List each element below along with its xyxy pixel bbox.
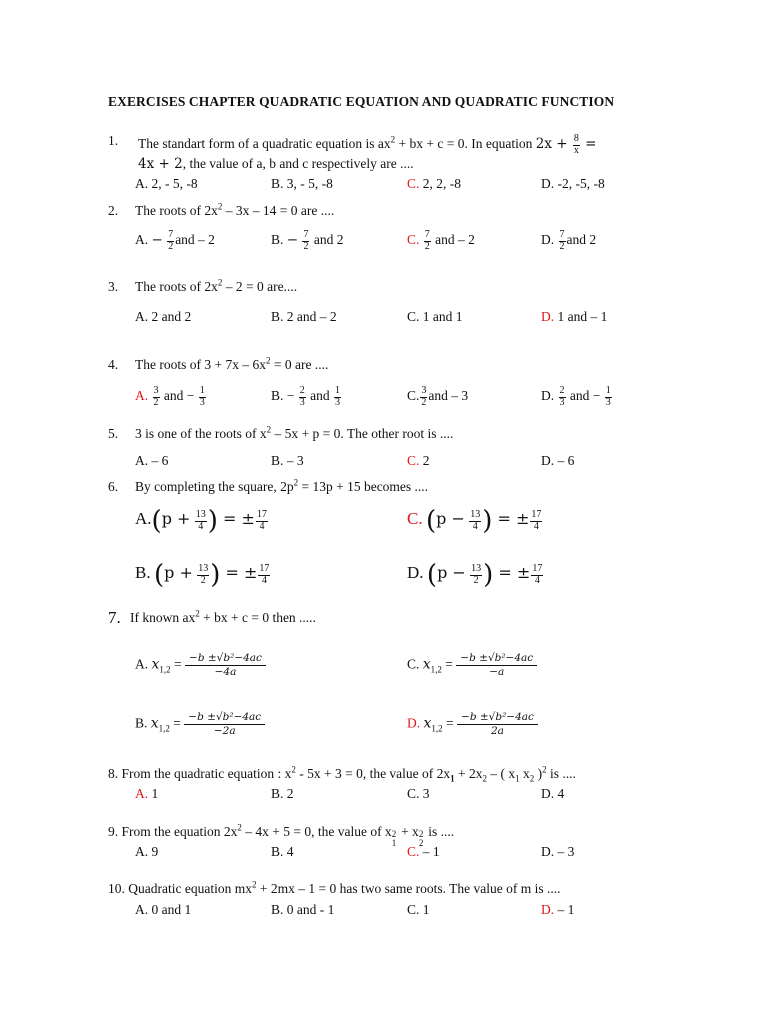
q8-option-b: B. 2 <box>271 786 294 801</box>
q10-option-d: D. – 1 <box>541 902 575 917</box>
q6-text: By completing the square, $2p^2 = 13p + 15$ becomes .... <box>135 477 429 494</box>
q9-option-a: A. 9 <box>135 844 159 859</box>
q6-number: 6. <box>108 479 119 494</box>
q9-option-d: D. – 3 <box>541 844 575 859</box>
q3-option-a: A. 2 and 2 <box>135 309 192 324</box>
q1-text: The standart form of a quadratic equation is $ax^2$ + bx + c = 0. In equation 2x + $\frac{8}{x}$ = <box>138 133 597 156</box>
q1-option-d: D. -2, -5, -8 <box>541 176 605 191</box>
q3-number: 3. <box>108 279 119 294</box>
q2-option-c: C. $\frac{7}{2}$ and – 2 <box>407 229 475 252</box>
q4-option-d: D. $\frac{2}{3}$ and − $\frac{1}{3}$ <box>541 385 611 408</box>
q10-option-a: A. 0 and 1 <box>135 902 192 917</box>
q4-option-c: C. $\frac{3}{2}$ and – 3 <box>407 385 469 408</box>
q1-option-b: B. 3, - 5, -8 <box>271 176 333 191</box>
q10-option-c: C. 1 <box>407 902 430 917</box>
q7-option-b: B. $x_{1,2}$ = $\frac{\text{−b ±√b²−4ac}}{-2a}$ <box>135 711 265 738</box>
q2-option-b: B. − $\frac{7}{2}$ and 2 <box>271 229 344 252</box>
q8-option-a: A. 1 <box>135 786 159 801</box>
q8-text: 8. From the quadratic equation : $x^2 - 5x + 3 = 0$, the value of $2x_1 + 2x_2$ – ( $x_1$ $x_2$ )$^2$ is .... <box>108 764 576 784</box>
q3-option-b: B. 2 and – 2 <box>271 309 337 324</box>
q5-number: 5. <box>108 426 119 441</box>
q5-option-c: C. 2 <box>407 453 430 468</box>
q1-text-line2: 4x + 2, the value of a, b and c respectively are .... <box>138 156 414 172</box>
q9-option-b: B. 4 <box>271 844 294 859</box>
q2-text: The roots of $2x^2 - 3x - 14 = 0$ are .... <box>135 201 335 218</box>
q9-option-c: C. – 1 <box>407 844 440 859</box>
q1-option-a: A. 2, - 5, -8 <box>135 176 198 191</box>
q7-option-d: D. $x_{1,2}$ = $\frac{\text{−b ±√b²−4ac}}{2a}$ <box>407 711 538 738</box>
q4-option-b: B. − $\frac{2}{3}$ and $\frac{1}{3}$ <box>271 385 340 408</box>
q3-text: The roots of $2x^2 - 2 = 0$ are.... <box>135 277 298 294</box>
q7-text: If known $ax^2$ + bx + c = 0 then ..... <box>130 608 316 625</box>
q10-text: 10. Quadratic equation $mx^2 + 2mx - 1 = 0$ has two same roots. The value of m is .... <box>108 879 561 896</box>
q8-option-c: C. 3 <box>407 786 430 801</box>
q4-number: 4. <box>108 357 119 372</box>
q2-number: 2. <box>108 203 119 218</box>
q5-option-b: B. – 3 <box>271 453 304 468</box>
q5-option-a: A. – 6 <box>135 453 169 468</box>
q6-option-a: A.(p + $\frac{13}{4}$ ) = ± $\frac{17}{4}$ <box>135 506 267 536</box>
q9-text: 9. From the equation $2x^2 - 4x + 5 = 0$, the value of x 2 1 + x 2 2 is .... <box>108 822 455 848</box>
q3-option-c: C. 1 and 1 <box>407 309 463 324</box>
q7-option-a: A. $x_{1,2}$ = $\frac{\text{−b ±√b²−4ac}}{-4a}$ <box>135 652 266 679</box>
q7-option-c: C. $x_{1,2}$ = $\frac{\text{−b ±√b²−4ac}}{-a}$ <box>407 652 537 679</box>
q1-number: 1. <box>108 133 119 148</box>
q2-option-a: A. − $\frac{7}{2}$ and – 2 <box>135 229 215 252</box>
q6-option-b: B. (p + $\frac{13}{2}$ ) = ± $\frac{17}{4}$ <box>135 560 270 590</box>
q8-option-d: D. 4 <box>541 786 565 801</box>
q10-option-b: B. 0 and - 1 <box>271 902 335 917</box>
q1-option-c: C. 2, 2, -8 <box>407 176 462 191</box>
page-title: EXERCISES CHAPTER QUADRATIC EQUATION AND QUADRATIC FUNCTION <box>108 94 615 109</box>
q6-option-c: C. (p − $\frac{13}{4}$ ) = ± $\frac{17}{4}$ <box>407 506 542 536</box>
q4-option-a: A. $\frac{3}{2}$ and − $\frac{1}{3}$ <box>135 385 205 408</box>
q2-option-d: D. $\frac{7}{2}$ and 2 <box>541 229 597 252</box>
q6-option-d: D. (p − $\frac{13}{2}$ ) = ± $\frac{17}{4}$ <box>407 560 543 590</box>
q7-number: 7. <box>108 608 121 627</box>
q5-text: 3 is one of the roots of $x^2 - 5x + p = 0$. The other root is .... <box>135 424 454 441</box>
q4-text: The roots of $3 + 7x - 6x^2 = 0$ are .... <box>135 355 329 372</box>
q5-option-d: D. – 6 <box>541 453 575 468</box>
q3-option-d: D. 1 and – 1 <box>541 309 608 324</box>
